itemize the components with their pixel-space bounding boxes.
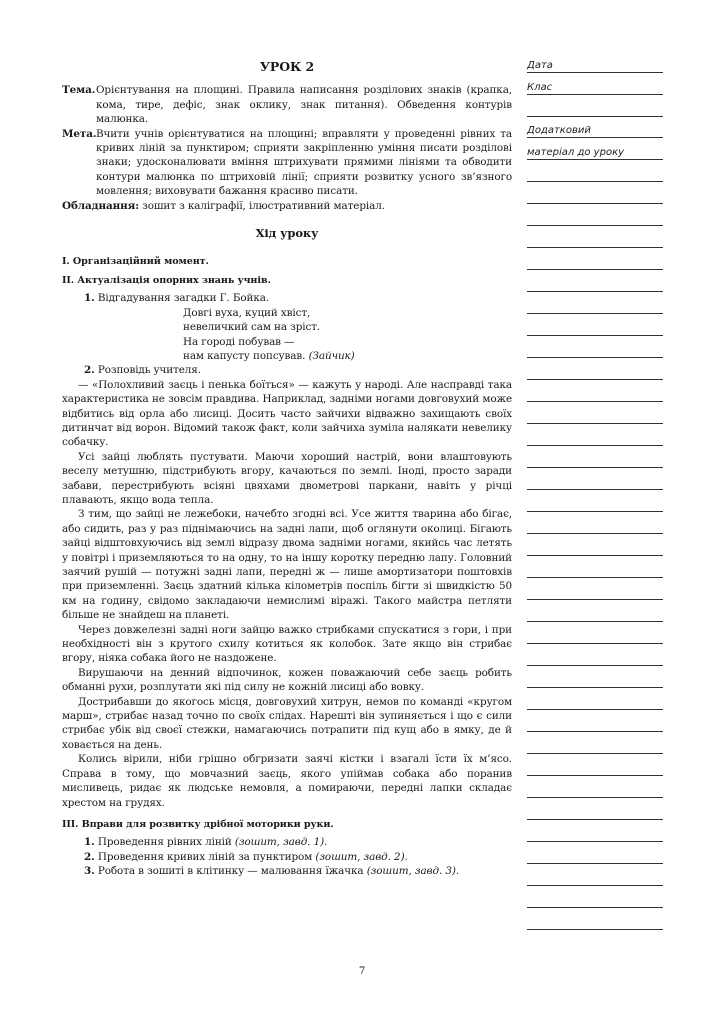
course-heading: Хід уроку [255,226,319,241]
equipment-line [62,199,512,213]
writing-line [527,72,663,73]
item-reference: (зошит, завд. 2). [315,850,408,863]
writing-line [527,929,663,930]
story-paragraph: — «Полохливий заєць і пенька боїться» — кажуть у народі. Але насправді така характеристика не зовсім правдива. Наприклад, задніми ногами довговухий може відбитись від орла або лисиці. Досить часто зайчихи відважно захищають своїх дитинчат від ворон. Відомий також факт, коли зайчиха зуміла налякати невелику собачку. [62,378,512,449]
goal-text: Вчити учнів орієнтуватися на площині; вправляти у проведенні рівних та кривих ліній за пунктиром; сприяти закріпленню уміння писати розділові знаки; удосконалювати вміння штрихувати прямими лініями та обводити контури малюнка по штриховій лінії; сприяти розвитку усного зв’язного мовлення; виховувати бажання красиво писати. [96,127,512,198]
writing-line [527,511,663,512]
writing-line [527,445,663,446]
section-heading-1: I. Організаційний момент. [62,256,209,268]
writing-line [527,357,663,358]
date-label: Дата [527,60,553,71]
writing-line [527,907,663,908]
topic-block [62,83,512,126]
poem-line: невеличкий сам на зріст. [183,321,321,334]
writing-line [527,841,663,842]
writing-line [527,687,663,688]
riddle-answer: (Зайчик) [308,349,355,362]
topic-text: Орієнтування на площині. Правила написання розділових знаків (крапка, кома, тире, дефіс, знак оклику, знак питання). Обведення контурів малюнка. [96,84,512,126]
writing-line [527,885,663,886]
item-number: 2. [84,850,95,863]
writing-line [527,247,663,248]
writing-line [527,775,663,776]
writing-line [527,116,663,117]
writing-line [527,533,663,534]
riddle-poem [62,306,512,364]
goal-block [62,127,512,199]
writing-line [527,313,663,314]
writing-line [527,467,663,468]
item-number: 1. [84,292,95,305]
lesson-content [62,60,512,879]
writing-line [527,555,663,556]
lesson-title: УРОК 2 [259,59,315,74]
class-label: Клас [527,82,553,93]
writing-line [527,709,663,710]
item-text: Проведення рівних ліній [97,836,232,849]
story-paragraph: Усі зайці люблять пустувати. Маючи хороший настрій, вони влаштовують веселу метушню, підстрибують вгору, качаються по землі. Іноді, просто заради забави, перестрибують всіяні цвяхами двометрові паркани, навіть у річці плавають, якщо вода тепла. [62,450,512,506]
writing-line [527,203,663,204]
story-paragraph: Колись вірили, ніби грішно обгризати заячі кістки і взагалі їсти їх м’ясо. Справа в тому, що мовчазний заєць, якого упіймав собака або поранив мисливець, ридає як людське немовля, а помираючи, передні лапки складає хрестом на грудях. [62,753,512,809]
writing-line [527,379,663,380]
equipment-label: Обладнання: [62,199,139,212]
writing-line [527,225,663,226]
item-text: Відгадування загадки Г. Бойка. [97,292,270,305]
poem-line-text: нам капусту попсував. [183,349,306,362]
writing-line [527,291,663,292]
story-paragraph: Дострибавши до якогось місця, довговухий хитрун, немов по команді «кругом марш», стрибає назад точно по своїх слідах. Нарешті він зупиняється і що є сили стрибає убік від своєї стежки, намагаючись потрапити під кущ або в ямку, де й ховається на день. [62,695,512,751]
writing-line [527,137,663,138]
item-number: 2. [84,364,95,377]
writing-line [527,731,663,732]
writing-line [527,181,663,182]
poem-line: Довгі вуха, куций хвіст, [183,306,311,319]
writing-line [527,665,663,666]
extra-material-label-1: Додатковий [527,125,591,136]
poem-line [183,349,512,363]
exercise-item [62,850,512,864]
item-text: Робота в зошиті в клітинку — малювання їжачка [97,865,364,878]
item-number: 1. [84,836,95,849]
page-number: 7 [358,966,366,977]
exercise-item [62,835,512,849]
item-number: 3. [84,865,95,878]
exercise-item [62,864,512,878]
writing-line [527,269,663,270]
writing-line [527,599,663,600]
item-text: Розповідь учителя. [97,364,201,377]
writing-line [527,577,663,578]
story-paragraph: Через довжелезні задні ноги зайцю важко стрибками спускатися з гори, і при необхідності він з крутого схилу котиться як колобок. Зате якщо він стрибає вгору, ніяка собака його не наздожене. [62,623,512,665]
poem-line: На городі побував — [183,335,295,348]
writing-line [527,643,663,644]
writing-line [527,797,663,798]
writing-line [527,159,663,160]
writing-line [527,621,663,622]
item-text: Проведення кривих ліній за пунктиром [97,850,313,863]
section-heading-3: III. Вправи для розвитку дрібної моторики руки. [62,818,334,830]
writing-line [527,819,663,820]
writing-line [527,335,663,336]
extra-material-label-2: матеріал до уроку [527,147,625,158]
list-item [62,363,512,377]
writing-line [527,423,663,424]
equipment-text: зошит з каліграфії, ілюстративний матеріал. [142,199,385,212]
list-item [62,291,512,305]
story-paragraph: З тим, що зайці не лежебоки, начебто згодні всі. Усе життя тварина або бігає, або сидить, раз у раз піднімаючись на задні лапи, щоб оглянути околиці. Бігають зайці відштовхуючись від землі відразу двома задніми ногами, якийсь час летять у повітрі і приземляються то на одну, то на іншу коротку передню лапу. Головний заячий рушій — потужні задні лапи, передні ж — лише амортизатори поштовхів при приземленні. Заєць здатний кілька кілометрів поспіль бігти зі швидкістю 50 км на годину, свідомо закладаючи немислимі віражі. Такого майстра петляти більше не знайдеш на планеті. [62,508,512,622]
section-heading-2: II. Актуалізація опорних знань учнів. [62,274,271,286]
writing-line [527,753,663,754]
writing-line [527,489,663,490]
item-reference: (зошит, завд. 3). [366,865,460,878]
topic-label: Тема. [62,84,96,97]
writing-line [527,863,663,864]
writing-line [527,401,663,402]
story-paragraph: Вирушаючи на денний відпочинок, кожен поважаючий себе заєць робить обманні рухи, розплутати які під силу не кожній лисиці або вовку. [62,666,512,694]
writing-line [527,94,663,95]
item-reference: (зошит, завд. 1). [234,836,328,849]
goal-label: Мета. [62,127,97,140]
